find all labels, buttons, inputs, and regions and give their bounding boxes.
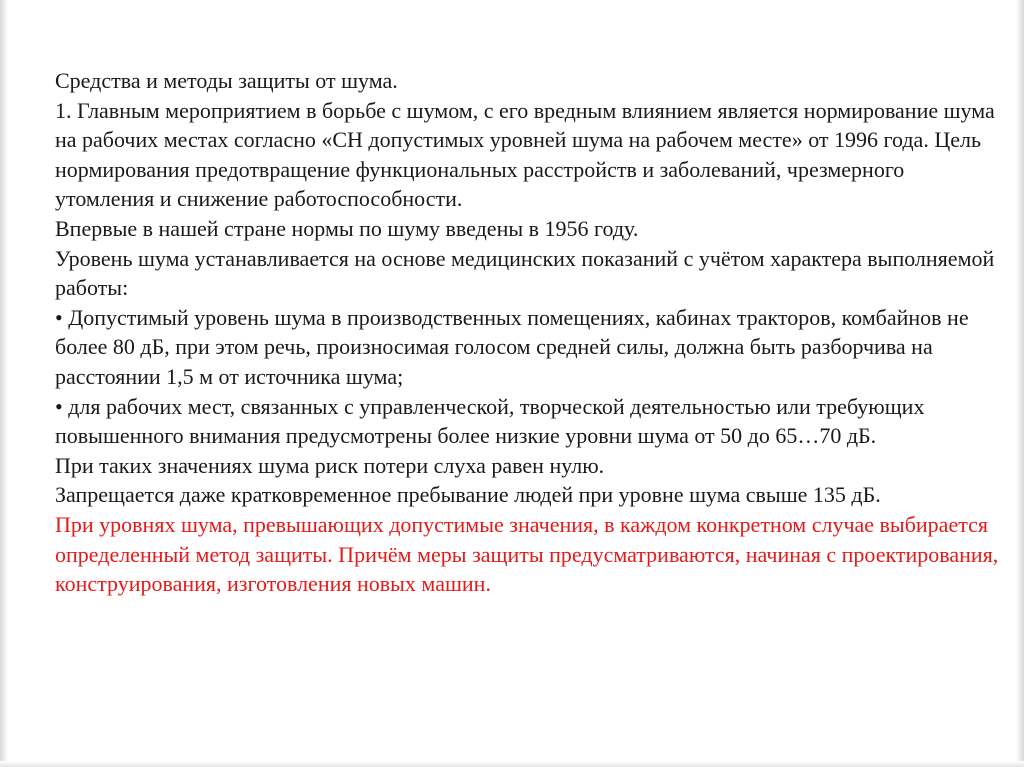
paragraph-prohibition: Запрещается даже кратковременное пребывание людей при уровне шума свыше 135 дБ. bbox=[55, 482, 881, 508]
paragraph-risk-note: При таких значениях шума риск потери слуха равен нулю. bbox=[55, 452, 605, 478]
bullet-item-2: • для рабочих мест, связанных с управленческой, творческой деятельностью или требующих повышенного внимания предусмотрены более низкие уровни шума от 50 до 65…70 дБ. bbox=[55, 393, 925, 449]
paragraph-highlight: При уровнях шума, превышающих допустимые значения, в каждом конкретном случае выбирается определенный метод защиты. Причём меры защиты предусматриваются, начиная с проектирования, конструирования, изготовления новых машин. bbox=[55, 511, 999, 597]
slide-edge-bottom bbox=[0, 761, 1024, 767]
slide-body bbox=[55, 66, 1005, 599]
paragraph-level-basis: Уровень шума устанавливается на основе медицинских показаний с учётом характера выполняемой работы: bbox=[55, 245, 995, 301]
slide-edge-left bbox=[0, 0, 8, 767]
paragraph-item-1: 1. Главным мероприятием в борьбе с шумом, с его вредным влиянием является нормирование шума на рабочих местах согласно «СН допустимых уровней шума на рабочем месте» от 1996 года. Цель нормирования предотвращение функциональных расстройств и заболеваний, чрезмерного утомления и снижение работоспособности. bbox=[55, 97, 995, 212]
paragraph-first-norms: Впервые в нашей стране нормы по шуму введены в 1956 году. bbox=[55, 215, 639, 241]
bullet-item-1: • Допустимый уровень шума в производственных помещениях, кабинах тракторов, комбайнов не более 80 дБ, при этом речь, произносимая голосом средней силы, должна быть разборчива на расстоянии 1,5 м от источника шума; bbox=[55, 304, 969, 389]
slide-edge-right bbox=[1016, 0, 1024, 767]
slide-heading: Средства и методы защиты от шума. bbox=[55, 68, 398, 93]
